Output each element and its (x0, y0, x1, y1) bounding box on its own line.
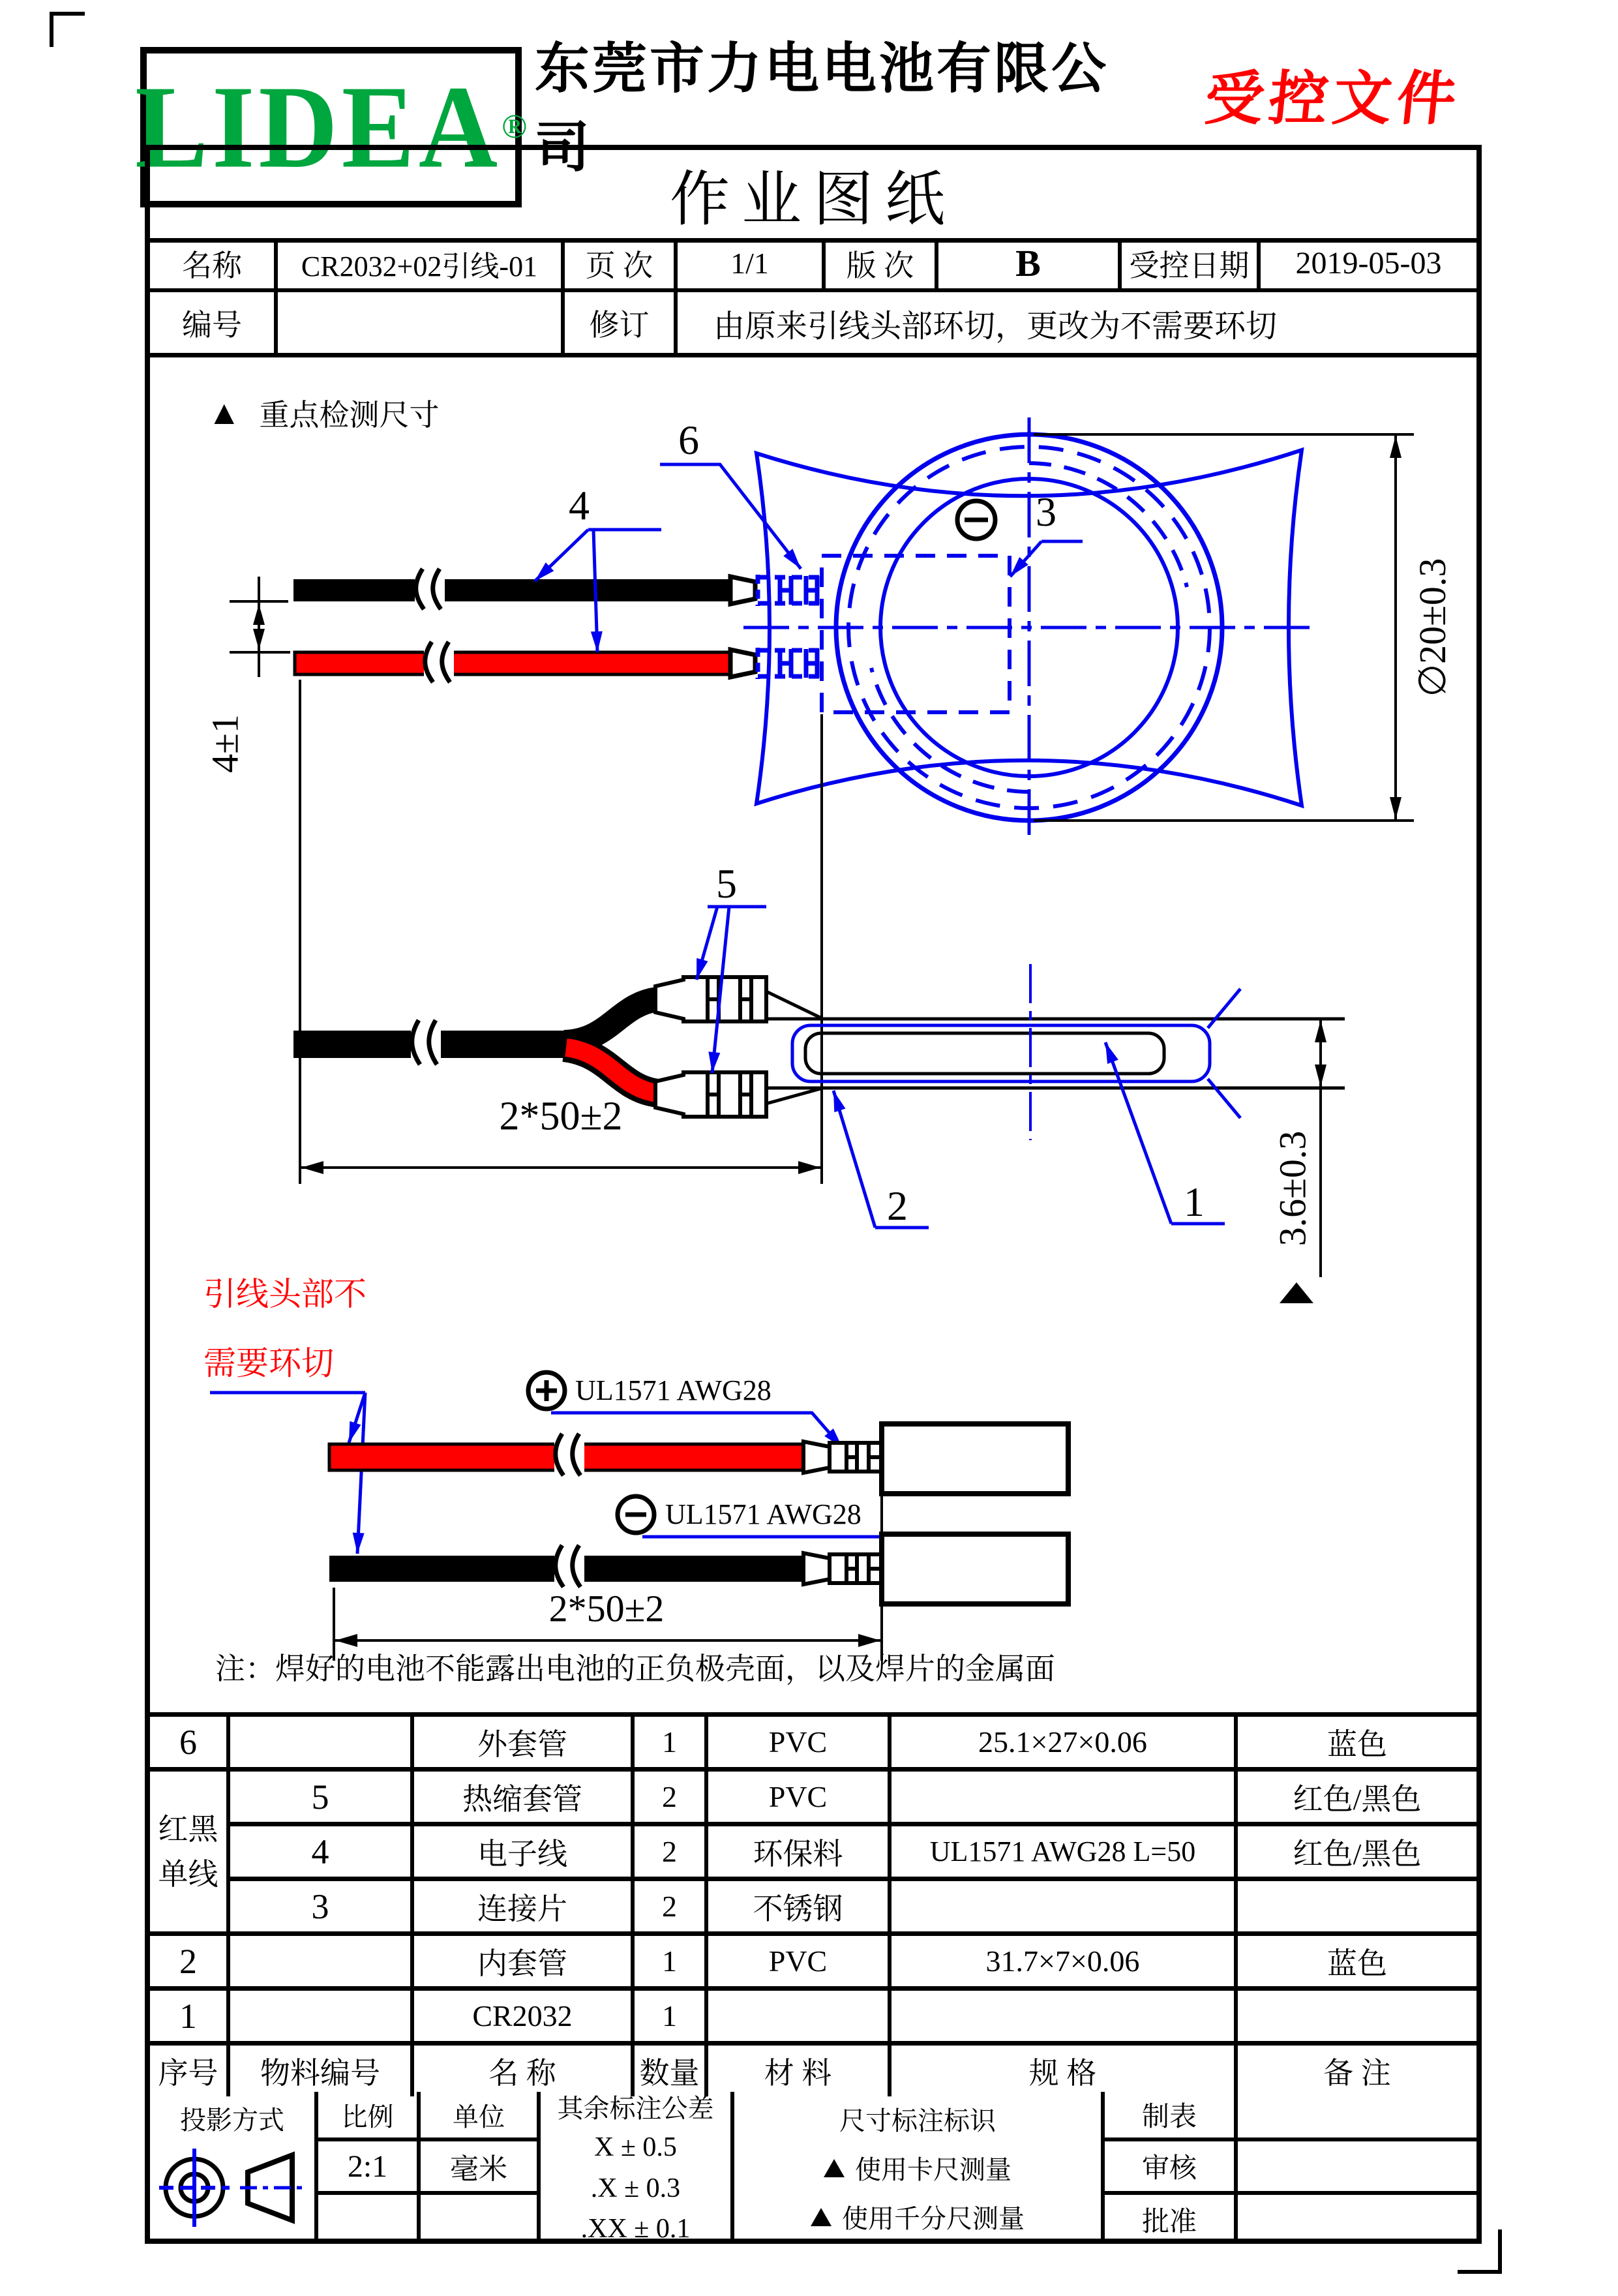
dim-text-diameter: ∅20±0.3 (1411, 558, 1454, 697)
plus-in-circle-icon (528, 1372, 565, 1409)
approver-label: 批准 (1105, 2195, 1238, 2244)
bom-row-no: 1 (150, 1991, 230, 2046)
dim-text-length: 2*50±2 (499, 1094, 623, 1139)
balloon-6: 6 (678, 417, 699, 463)
bom-material: 环保料 (708, 1826, 891, 1881)
bom-part-name: 外套管 (414, 1717, 635, 1772)
heat-shrink-terminal-bottom (655, 1072, 766, 1117)
bom-qty: 2 (635, 1881, 708, 1936)
crimp-cone (803, 1553, 830, 1584)
bom-material: PVC (708, 1717, 891, 1772)
bom-header-spec: 规 格 (891, 2046, 1238, 2096)
name-value: CR2032+02引线-01 (278, 238, 565, 292)
unit-label: 单位 (421, 2092, 541, 2141)
bom-part-name: 电子线 (414, 1826, 635, 1881)
bom-spec: UL1571 AWG28 L=50 (891, 1826, 1238, 1881)
caliper-mark-text: 使用卡尺测量 (855, 2155, 1011, 2184)
dim-mark-label: 尺寸标注标识 (839, 2106, 996, 2136)
controlled-document-stamp: 受控文件 (1201, 67, 1465, 132)
tolerance-x1: .X ± 0.3 (590, 2173, 681, 2203)
triangle-marker-icon: ▲ (207, 394, 241, 432)
bom-part-name: 内套管 (414, 1936, 635, 1991)
scale-label: 比例 (318, 2092, 421, 2141)
balloon-2: 2 (887, 1183, 908, 1229)
dim-text-thickness: 3.6±0.3 (1271, 1130, 1314, 1246)
name-label: 名称 (150, 238, 278, 292)
key-dimension-legend (207, 391, 439, 434)
bom-header-name: 名 称 (414, 2046, 635, 2096)
bom-part-name: CR2032 (414, 1991, 635, 2046)
bom-header-material: 材 料 (708, 2046, 891, 2096)
crimp-terminal (830, 1443, 882, 1472)
plus-wire-spec: UL1571 AWG28 (575, 1374, 772, 1406)
date-label: 受控日期 (1122, 238, 1261, 292)
bom-row-no: 2 (150, 1936, 230, 1991)
bom-header-qty: 数量 (635, 2046, 708, 2096)
no-ring-cut-note-line1: 引线头部不 (203, 1276, 367, 1312)
projection-label: 投影方式 (180, 2106, 284, 2135)
balloon-4: 4 (569, 482, 590, 528)
bom-row-no: 4 (230, 1826, 414, 1881)
bom-qty: 2 (635, 1772, 708, 1826)
bom-material: 不锈钢 (708, 1881, 891, 1936)
balloon-leaders (535, 464, 1083, 652)
crimp-terminal (830, 1554, 882, 1583)
legend-text: 重点检测尺寸 (259, 399, 440, 432)
tolerance-x2: .XX ± 0.1 (580, 2214, 691, 2244)
solder-tab-plate (882, 1534, 1068, 1604)
heat-shrink-terminal-top (655, 977, 766, 1021)
merged-code-line1: 红黑 (158, 1812, 218, 1846)
merged-code-line2: 单线 (158, 1857, 218, 1891)
number-label: 编号 (150, 292, 278, 354)
registered-trademark-icon: ® (502, 108, 527, 145)
crimp-cone (730, 577, 755, 604)
balloon-3: 3 (1036, 489, 1056, 535)
bom-remark: 红色/黑色 (1238, 1826, 1476, 1881)
date-value: 2019-05-03 (1261, 238, 1476, 292)
bom-header-code: 物料编号 (230, 2046, 414, 2096)
tolerance-label: 其余标注公差 (557, 2093, 714, 2123)
fig1-top-view (230, 417, 1414, 1184)
balloon-leaders (697, 907, 1225, 1228)
dim-text-length: 2*50±2 (548, 1587, 665, 1630)
minus-in-circle-icon (957, 501, 995, 539)
bom-header-remark: 备 注 (1323, 2057, 1391, 2090)
maker-label: 制表 (1105, 2092, 1238, 2141)
black-wire (293, 579, 730, 601)
bom-part-name: 热缩套管 (414, 1772, 635, 1826)
bom-remark: 蓝色 (1238, 1717, 1476, 1772)
rev-label: 版 次 (826, 238, 938, 292)
bom-material: PVC (708, 1772, 891, 1826)
sheet-title: 作业图纸 (150, 150, 1476, 243)
bom-material: PVC (708, 1936, 891, 1991)
bom-row-no: 6 (150, 1717, 230, 1772)
dim-text-wire-gap: 4±1 (203, 714, 247, 773)
company-name: 东莞市力电电池有限公司 (535, 38, 1109, 178)
unit-value: 毫米 (421, 2141, 541, 2195)
minus-wire-spec: UL1571 AWG28 (665, 1498, 861, 1530)
page-label: 页 次 (565, 238, 678, 292)
bom-qty: 1 (635, 1936, 708, 1991)
fig2-side-view (293, 907, 1345, 1303)
key-dimension-triangle (1280, 1282, 1313, 1303)
scale-value: 2:1 (318, 2141, 421, 2195)
minus-in-circle-icon (618, 1496, 654, 1533)
checker-label: 审核 (1105, 2141, 1238, 2195)
bom-qty: 2 (635, 1826, 708, 1881)
micrometer-mark-text: 使用千分尺测量 (842, 2204, 1025, 2233)
rev-value: B (938, 238, 1122, 292)
revision-label: 修订 (565, 292, 678, 354)
page-value: 1/1 (678, 238, 826, 292)
crimp-cone (730, 650, 755, 677)
bom-remark: 蓝色 (1238, 1936, 1476, 1991)
crimp-cone (803, 1442, 830, 1473)
bom-spec: 25.1×27×0.06 (891, 1717, 1238, 1772)
bom-qty: 1 (635, 1717, 708, 1772)
revision-value: 由原来引线头部环切，更改为不需要环切 (713, 309, 1278, 344)
bom-spec: 31.7×7×0.06 (891, 1936, 1238, 1991)
bom-part-name: 连接片 (414, 1881, 635, 1936)
bom-row-no: 5 (230, 1772, 414, 1826)
bom-header-no: 序号 (150, 2046, 230, 2096)
dim-4-1 (230, 577, 290, 677)
bom-remark: 红色/黑色 (1238, 1772, 1476, 1826)
assembly-note: 注：焊好的电池不能露出电池的正负极壳面，以及焊片的金属面 (215, 1652, 1055, 1685)
bom-row-no: 3 (230, 1881, 414, 1936)
balloon-1: 1 (1184, 1179, 1205, 1225)
balloon-5: 5 (716, 860, 737, 907)
tolerance-x: X ± 0.5 (594, 2132, 677, 2162)
brand-logo: LIDEA (135, 61, 502, 193)
no-ring-cut-note-line2: 需要环切 (203, 1345, 334, 1382)
red-wire (295, 652, 730, 674)
solder-tab-plate (882, 1424, 1068, 1494)
bom-qty: 1 (635, 1991, 708, 2046)
